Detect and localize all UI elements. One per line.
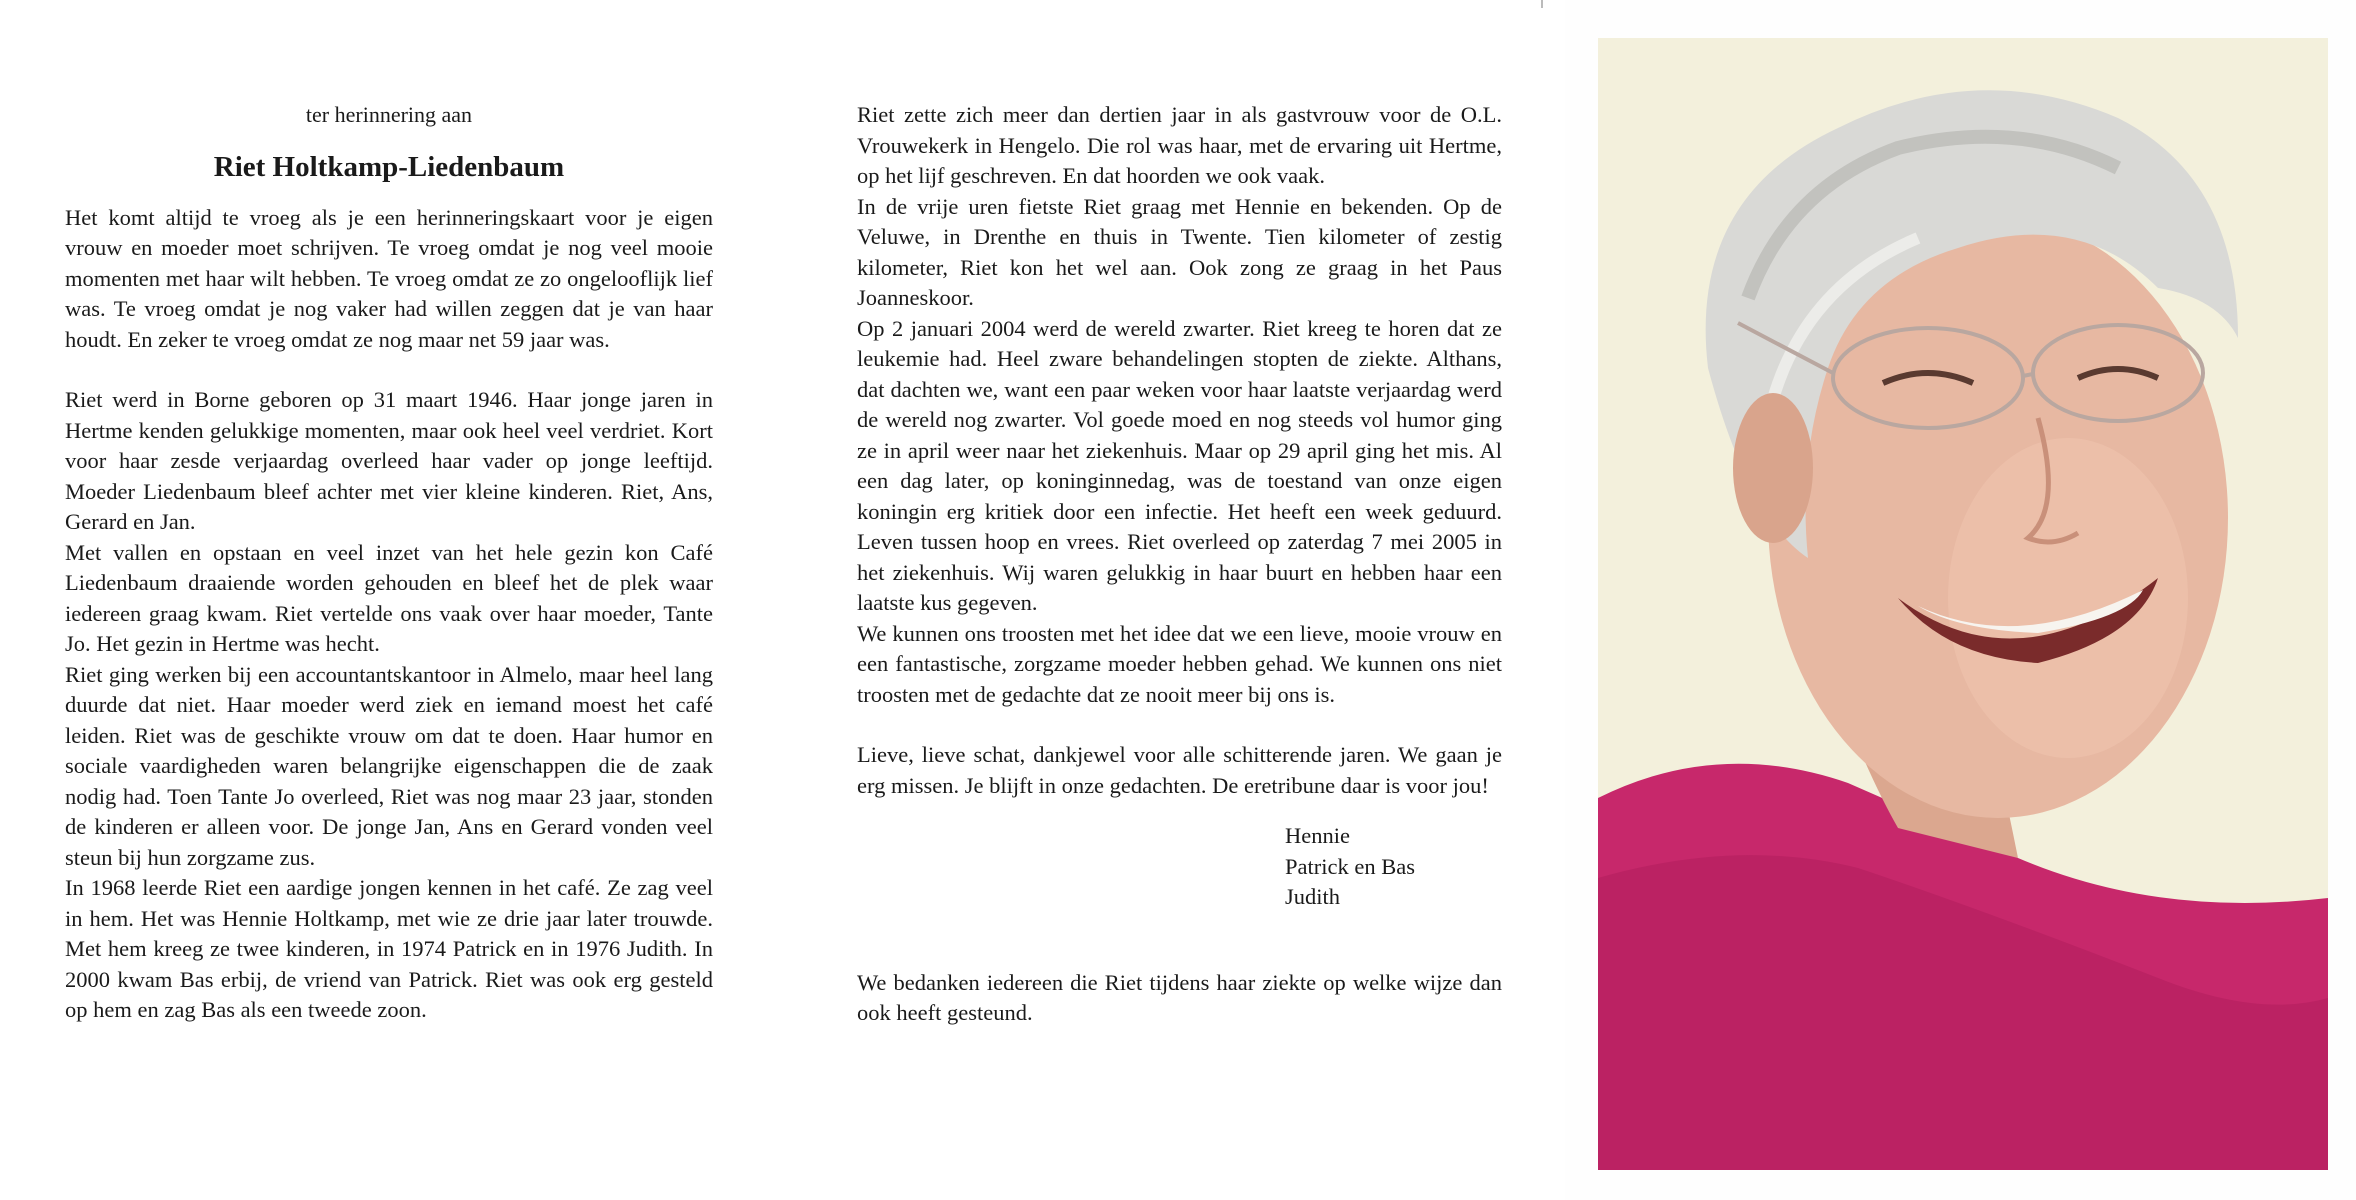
- signature-hennie: Hennie: [1285, 823, 1350, 848]
- face-highlight: [1948, 438, 2188, 758]
- deceased-name: Riet Holtkamp-Liedenbaum: [213, 150, 565, 183]
- signatures: [1285, 821, 1502, 913]
- paragraph-family: In 1968 leerde Riet een aardige jongen kennen in het café. Ze zag veel in hem. Het was Hennie Holtkamp, met wie ze drie jaar later trouwde. Met hem kreeg ze twee kinderen, in 1974 Patrick en in 1976 Judith. In 2000 kwam Bas erbij, de vriend van Patrick. Riet was ook erg gesteld op hem en zag Bas als een tweede zoon.: [65, 875, 713, 1022]
- ear: [1733, 393, 1813, 543]
- left-text-column: [65, 100, 713, 1026]
- middle-text-column: [857, 100, 1502, 1029]
- paragraph-farewell: Lieve, lieve schat, dankjewel voor alle schitterende jaren. We gaan je erg missen. Je blijft in onze gedachten. De eretribune daar is voor jou!: [857, 742, 1502, 798]
- paragraph-illness: Op 2 januari 2004 werd de wereld zwarter. Riet kreeg te horen dat ze leukemie had. Heel zware behandelingen stopten de ziekte. Althans, dat dachten we, want een paar weken voor haar laatste verjaardag werd de wereld nog zwarter. Vol goede moed en nog steeds vol humor ging ze in april weer naar het ziekenhuis. Maar op 29 april ging het mis. Al een dag later, op koninginnedag, was de toestand van onze eigen koningin erg kritiek door een infectie. Het heeft een week geduurd. Leven tussen hoop en vrees. Riet overleed op zaterdag 7 mei 2005 in het ziekenhuis. Wij waren gelukkig in haar buurt en hebben haar een laatste kus gegeven.: [857, 315, 1502, 615]
- portrait-illustration: [1598, 38, 2328, 1170]
- paragraph-childhood: Riet werd in Borne geboren op 31 maart 1946. Haar jonge jaren in Hertme kenden gelukkige momenten, maar ook heel veel verdriet. Kort voor haar zesde verjaardag overleed haar vader op jonge leeftijd. Moeder Liedenbaum bleef achter met vier kleine kinderen. Riet, Ans, Gerard en Jan.: [65, 387, 713, 534]
- glasses-bridge: [2023, 374, 2033, 376]
- paragraph-cafe: Met vallen en opstaan en veel inzet van het hele gezin kon Café Liedenbaum draaiende worden gehouden en bleef het de plek waar iedereen graag kwam. Riet vertelde ons vaak over haar moeder, Tante Jo. Het gezin in Hertme was hecht.: [65, 539, 713, 656]
- portrait-photo: [1598, 38, 2328, 1170]
- paragraph-comfort: We kunnen ons troosten met het idee dat we een lieve, mooie vrouw en een fantastische, zorgzame moeder hebben gehad. We kunnen ons niet troosten met de gedachte dat ze nooit meer bij ons is.: [857, 620, 1502, 707]
- signature-patrick-bas: Patrick en Bas: [1285, 853, 1415, 879]
- subtitle: ter herinnering aan: [305, 102, 473, 127]
- paragraph-gap: [857, 710, 1502, 740]
- signature-judith: Judith: [1285, 884, 1341, 909]
- paragraph-work: Riet ging werken bij een accountantskantoor in Almelo, maar heel lang duurde dat niet. Haar moeder werd ziek en iemand moest het café leiden. Riet was de geschikte vrouw om dat te doen. Haar humor en sociale vaardigheden waren belangrijke eigenschappen die de zaak nodig had. Toen Tante Jo overleed, Riet was nog maar 23 jaar, stonden de kinderen er alleen voor. De jonge Jan, Ans en Gerard vonden veel steun bij hun zorgzame zus.: [65, 661, 713, 870]
- paragraph-gap: [65, 355, 713, 385]
- paragraph-intro: Het komt altijd te vroeg als je een herinneringskaart voor je eigen vrouw en moeder moet schrijven. Te vroeg omdat je nog veel mooie momenten met haar wilt hebben. Te vroeg omdat ze zo ongelooflijk lief was. Te vroeg omdat je nog vaker had willen zeggen dat je van haar houdt. En zeker te vroeg omdat ze nog maar net 59 jaar was.: [65, 204, 713, 352]
- paragraph-hostess: Riet zette zich meer dan dertien jaar in als gastvrouw voor de O.L. Vrouwekerk in Hengelo. Die rol was haar, met de ervaring uit Hertme, op het lijf geschreven. En dat hoorden we ook vaak.: [857, 102, 1502, 188]
- fold-mark: [1541, 0, 1543, 8]
- paragraph-hobbies: In de vrije uren fietste Riet graag met Hennie en bekenden. Op de Veluwe, in Drenthe en thuis in Twente. Tien kilometer of zestig kilometer, Riet kon het wel aan. Ook zong ze graag in het Paus Joanneskoor.: [857, 193, 1502, 310]
- thanks-note: We bedanken iedereen die Riet tijdens haar ziekte op welke wijze dan ook heeft gesteund.: [857, 969, 1502, 1025]
